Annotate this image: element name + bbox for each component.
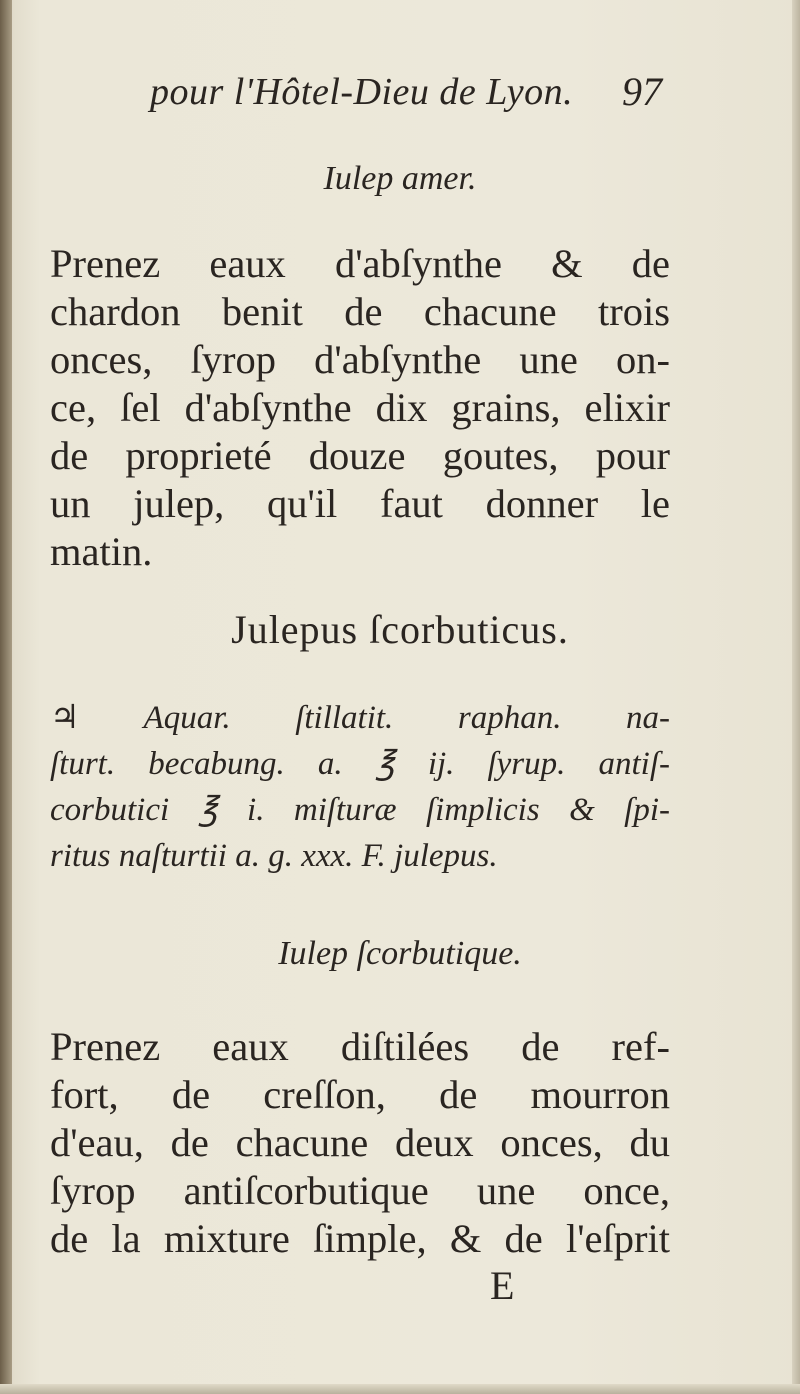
- text-line: de la mixture ſimple, & de l'eſprit: [50, 1216, 670, 1261]
- section-heading-julepus-scorbuticus: Julepus ſcorbuticus.: [231, 607, 569, 652]
- running-head: pour l'Hôtel-Dieu de Lyon.: [150, 71, 574, 113]
- text-line: Prenez eaux diſtilées de ref-: [50, 1024, 670, 1069]
- text-line: fort, de creſſon, de mourron: [50, 1072, 670, 1117]
- paragraph-julep-scorbutique: [50, 1023, 670, 1263]
- text-line: matin.: [50, 529, 153, 574]
- text-line: chardon benit de chacune trois: [50, 289, 670, 334]
- text-line: d'eau, de chacune deux onces, du: [50, 1120, 670, 1165]
- page-edge: [792, 0, 800, 1394]
- paragraph-julepus-scorbuticus: [50, 695, 670, 879]
- section-heading-julep-scorbutique: Iulep ſcorbutique.: [278, 935, 522, 972]
- section-heading-julep-amer: Iulep amer.: [323, 160, 477, 197]
- text-line: Prenez eaux d'abſynthe & de: [50, 241, 670, 286]
- text-line: un julep, qu'il faut donner le: [50, 481, 670, 526]
- page-bottom-edge: [0, 1384, 800, 1394]
- page-number: 97: [622, 69, 662, 114]
- text-line: ce, ſel d'abſynthe dix grains, elixir: [50, 385, 670, 430]
- text-line: ſturt. becabung. a. ℥ ij. ſyrup. antiſ-: [50, 746, 670, 782]
- text-line: corbutici ℥ i. miſturæ ſimplicis & ſpi-: [50, 792, 670, 828]
- text-line: onces, ſyrop d'abſynthe une on-: [50, 337, 670, 382]
- text-line: ſyrop antiſcorbutique une once,: [50, 1168, 670, 1213]
- text-line: ritus naſturtii a. g. xxx. F. julepus.: [50, 838, 498, 874]
- catchword: E: [490, 1263, 515, 1308]
- page-gutter-shadow: [0, 0, 12, 1394]
- text-line: de proprieté douze goutes, pour: [50, 433, 670, 478]
- text-line: ♃ Aquar. ſtillatit. raphan. na-: [50, 700, 670, 736]
- paragraph-julep-amer: [50, 240, 670, 576]
